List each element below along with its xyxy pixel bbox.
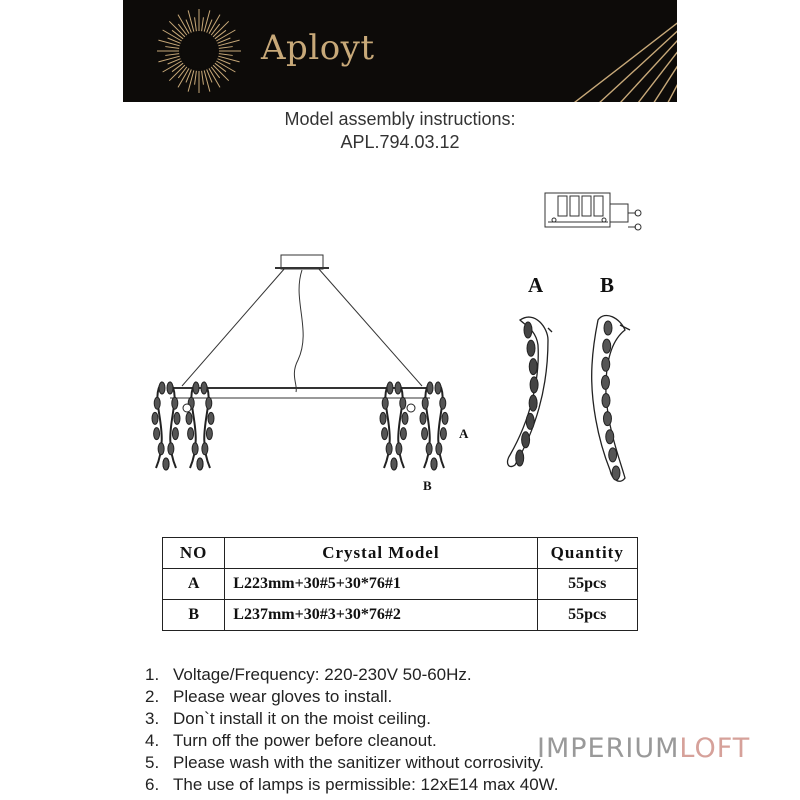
label-a: A	[459, 426, 469, 441]
list-item: 6. The use of lamps is permissible: 12xE14 max 40W.	[145, 775, 559, 794]
watermark: IMPERIUMLOFT	[537, 733, 751, 764]
list-item: 3. Don`t install it on the moist ceiling.	[145, 709, 431, 728]
brand-name: Aployt	[261, 28, 375, 68]
row-quantity: 55pcs	[537, 569, 637, 600]
label-b: B	[423, 478, 432, 493]
row-no: B	[163, 600, 225, 631]
document-title: Model assembly instructions:	[284, 109, 516, 129]
row-no: A	[163, 569, 225, 600]
crystal-spec-table	[162, 537, 638, 631]
row-quantity: 55pcs	[537, 600, 637, 631]
table-row	[163, 569, 638, 600]
terminal-block-diagram	[545, 193, 641, 230]
detail-label-b: B	[600, 273, 615, 297]
header-crystal-model: Crystal Model	[225, 538, 537, 569]
list-item: 5. Please wash with the sanitizer without corrosivity.	[145, 753, 545, 772]
list-item: 2. Please wear gloves to install.	[145, 687, 393, 706]
list-item: 4. Turn off the power before cleanout.	[145, 731, 437, 750]
chandelier-drawing	[170, 255, 430, 398]
table-row	[163, 600, 638, 631]
detail-label-a: A	[528, 273, 544, 297]
header-quantity: Quantity	[537, 538, 637, 569]
crystal-a-detail	[508, 317, 552, 466]
list-item: 1. Voltage/Frequency: 220-230V 50-60Hz.	[145, 665, 472, 684]
instruction-notes	[145, 664, 559, 796]
row-model: L237mm+30#3+30*76#2	[225, 600, 537, 631]
table-header-row	[163, 538, 638, 569]
model-number: APL.794.03.12	[340, 132, 460, 152]
header-no: NO	[163, 538, 225, 569]
row-model: L223mm+30#5+30*76#1	[225, 569, 537, 600]
